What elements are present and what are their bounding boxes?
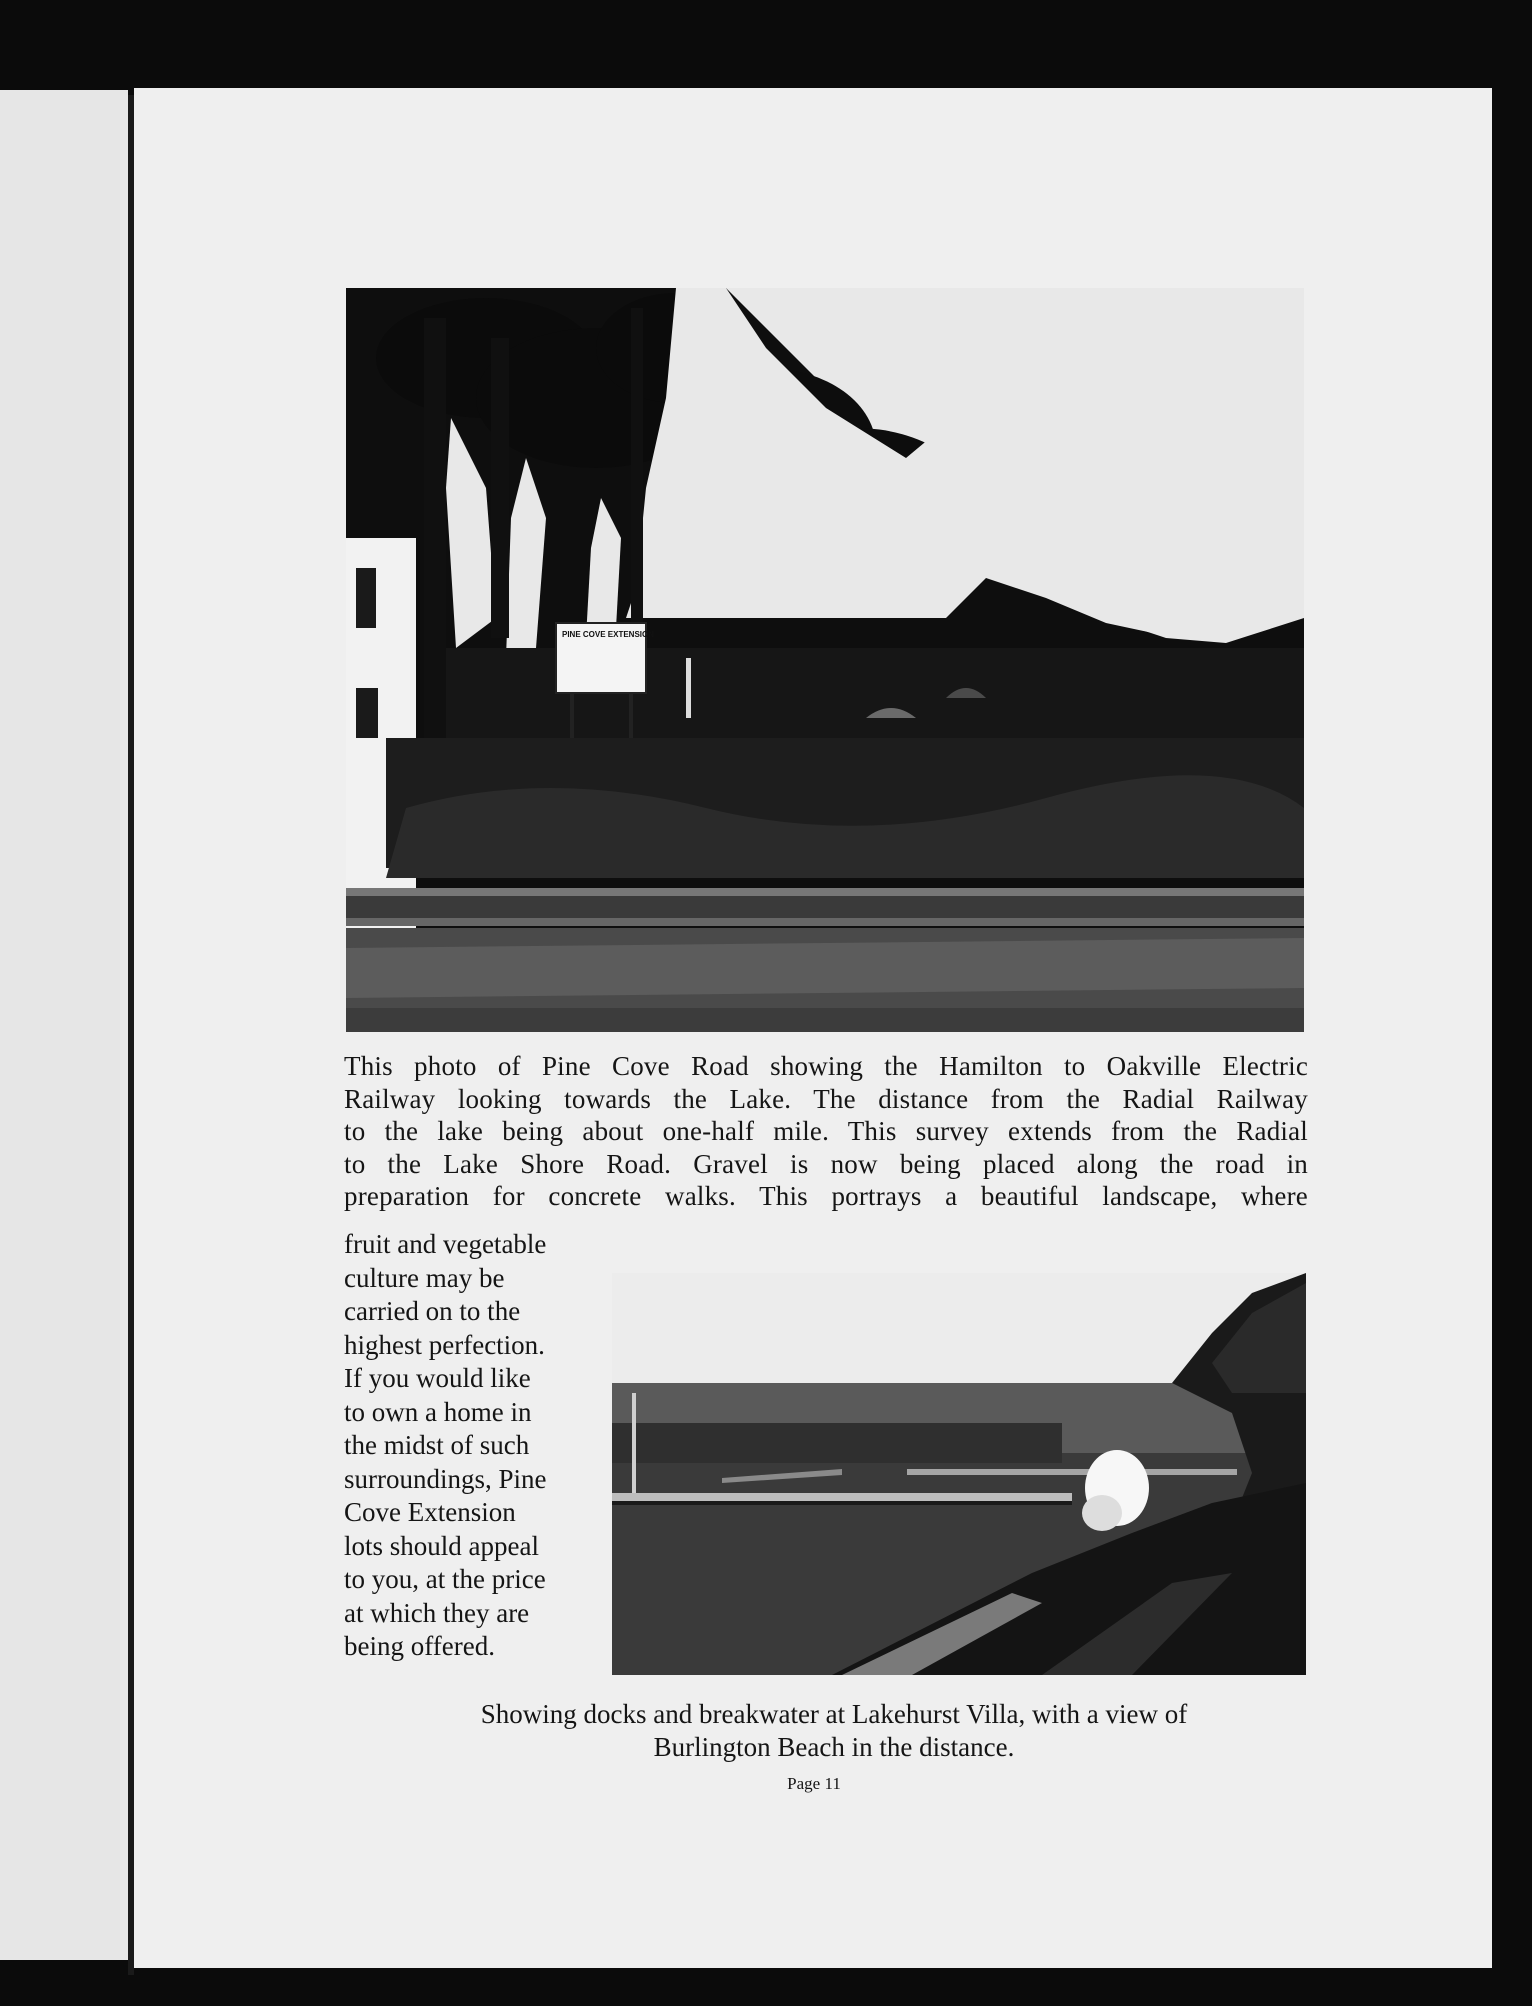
side-line: to own a home in <box>344 1396 532 1427</box>
sign-text: PINE COVE EXTENSION <box>562 630 655 639</box>
page-11 <box>134 88 1492 1968</box>
caption-line: Railway looking towards the Lake. The distance from the Radial Railway <box>344 1083 1308 1114</box>
pine-cove-road-photo <box>346 288 1304 1032</box>
caption-line: Burlington Beach in the distance. <box>653 1732 1015 1762</box>
side-line: at which they are <box>344 1597 530 1628</box>
side-line: Cove Extension <box>344 1497 516 1527</box>
pine-cove-caption <box>344 1050 1308 1213</box>
lakehurst-caption <box>334 1698 1334 1764</box>
caption-line: This photo of Pine Cove Road showing the Hamilton to Oakville Electric <box>344 1051 1308 1081</box>
side-line: the midst of such <box>344 1430 530 1460</box>
side-line: lots should appeal <box>344 1530 539 1561</box>
side-paragraph <box>344 1228 572 1664</box>
side-line: culture may be <box>344 1262 505 1293</box>
facing-page-edge <box>0 90 128 1960</box>
lakehurst-docks-photo <box>612 1273 1306 1675</box>
side-line: fruit and vegetable <box>344 1229 547 1259</box>
side-line: to you, at the price <box>344 1564 546 1594</box>
side-line: highest perfection. <box>344 1329 545 1360</box>
page-number: Page 11 <box>787 1774 841 1793</box>
caption-line: to the Lake Shore Road. Gravel is now being placed along the road in <box>344 1148 1308 1179</box>
lakehurst-docks-image <box>612 1273 1306 1675</box>
caption-line: preparation for concrete walks. This portrays a beautiful landscape, where <box>344 1181 1308 1211</box>
side-line: carried on to the <box>344 1296 521 1326</box>
caption-line: Showing docks and breakwater at Lakehurst Villa, with a view of <box>480 1699 1188 1729</box>
side-line: being offered. <box>344 1631 495 1661</box>
pine-cove-road-image <box>346 288 1304 1032</box>
side-line: surroundings, Pine <box>344 1463 547 1494</box>
side-line: If you would like <box>344 1363 531 1393</box>
caption-line: to the lake being about one-half mile. This survey extends from the Radial <box>344 1116 1308 1146</box>
